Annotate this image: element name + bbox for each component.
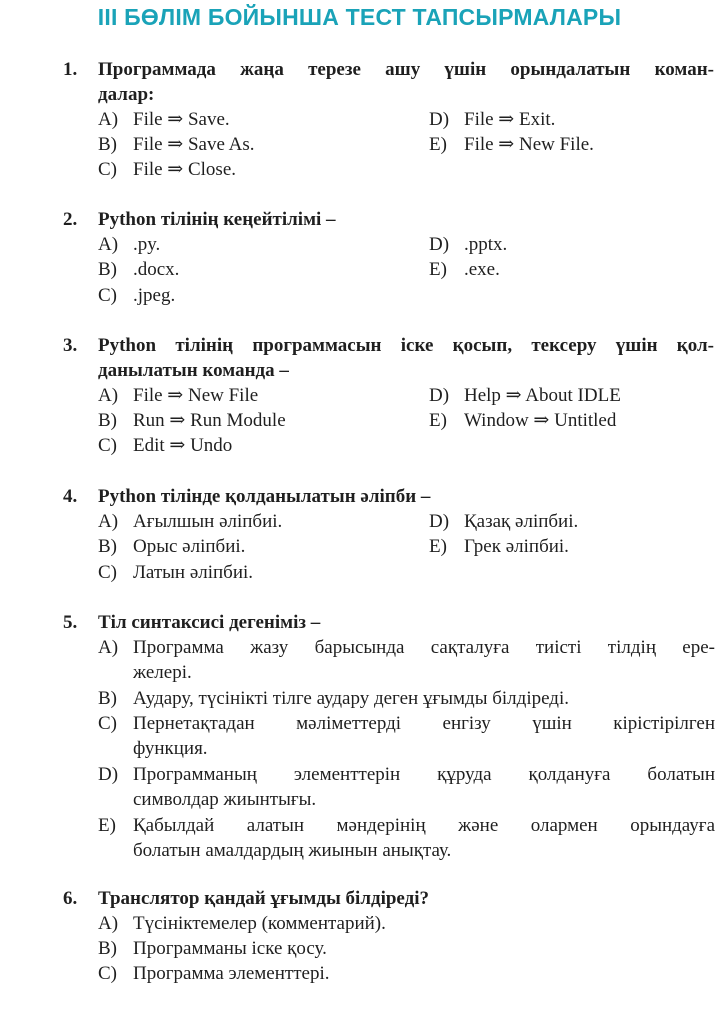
option-text <box>133 762 715 813</box>
option-letter: A) <box>98 511 119 532</box>
option-text-line: Аудару, түсінікті тілге аудару деген ұғымды білдіреді. <box>133 688 569 709</box>
option-text: File ⇒ Save As. <box>133 134 255 155</box>
option-text: .jpeg. <box>133 285 176 306</box>
question-text <box>98 207 714 232</box>
option-text: Түсініктемелер (комментарий). <box>133 913 386 934</box>
option-letter: A) <box>98 385 119 406</box>
option-text-line: Программаның элементтерін құруда қолдануға болатын <box>133 764 715 785</box>
option-letter: A) <box>98 234 119 255</box>
option-letter: E) <box>429 410 447 431</box>
option-c <box>98 560 253 585</box>
option-letter: C) <box>98 963 117 984</box>
option-text-line: Пернетақтадан мәліметтерді енгізу үшін кірістірілген <box>133 713 715 734</box>
question-text-line: данылатын команда – <box>98 360 289 381</box>
option-text-line: болатын амалдардың жиынын анықтау. <box>133 840 452 862</box>
option-text: .docx. <box>133 259 180 280</box>
option-letter: C) <box>98 435 117 456</box>
option-text-line: Программа жазу барысында сақталуға тиісті тілдің ере- <box>133 637 715 658</box>
option-text: Орыс әліпбиі. <box>133 536 246 557</box>
option-letter: D) <box>429 511 450 532</box>
option-text: File ⇒ Exit. <box>464 109 556 130</box>
question-number: 5. <box>63 612 78 633</box>
option-text: Run ⇒ Run Module <box>133 410 286 431</box>
option-a <box>98 509 282 534</box>
option-text: Edit ⇒ Undo <box>133 435 233 456</box>
option-text: File ⇒ Save. <box>133 109 230 130</box>
option-d <box>429 107 555 132</box>
option-letter: B) <box>98 410 117 431</box>
option-letter: D) <box>429 234 450 255</box>
option-text-line: желері. <box>133 662 192 684</box>
option-letter: E) <box>429 536 447 557</box>
option-text: .py. <box>133 234 161 255</box>
option-a <box>98 911 386 936</box>
question-text-line: Python тілінің кеңейтілімі – <box>98 209 336 230</box>
option-letter: C) <box>98 713 117 734</box>
option-text <box>133 635 715 686</box>
option-text <box>133 686 715 711</box>
option-text: Грек әліпбиі. <box>464 536 569 557</box>
option-d <box>429 383 621 408</box>
option-c <box>98 433 232 458</box>
option-letter: A) <box>98 637 119 658</box>
question-number: 3. <box>63 335 78 356</box>
option-letter: C) <box>98 562 117 583</box>
question-text-line: Python тілінің программасын іске қосып, тексеру үшін қол- <box>98 335 714 356</box>
option-d <box>429 232 507 257</box>
question-text-line: Транслятор қандай ұғымды білдіреді? <box>98 888 430 909</box>
question-number: 6. <box>63 888 78 909</box>
question-text <box>98 57 714 107</box>
question-number: 1. <box>63 59 78 80</box>
option-e <box>429 132 594 157</box>
option-text <box>133 711 715 762</box>
option-text-line: Қабылдай алатын мәндерінің және олармен орындауға <box>133 815 715 836</box>
option-text: File ⇒ New File. <box>464 134 594 155</box>
question-text-line: Тіл синтаксисі дегеніміз – <box>98 612 321 633</box>
option-e <box>429 408 616 433</box>
option-text: .pptx. <box>464 234 508 255</box>
page-title: III БӨЛІМ БОЙЫНША ТЕСТ ТАПСЫРМАЛАРЫ <box>97 4 622 30</box>
option-b <box>98 408 286 433</box>
option-text-line: символдар жиынтығы. <box>133 789 317 811</box>
question-number: 4. <box>63 486 78 507</box>
option-letter: A) <box>98 109 119 130</box>
option-text: Программаны іске қосу. <box>133 938 327 959</box>
option-text: Латын әліпбиі. <box>133 562 254 583</box>
option-letter: B) <box>98 938 117 959</box>
option-d <box>429 509 578 534</box>
option-b <box>98 534 245 559</box>
option-letter: B) <box>98 688 117 709</box>
option-text <box>133 813 715 864</box>
option-text: Help ⇒ About IDLE <box>464 385 621 406</box>
question-text <box>98 610 714 635</box>
question-text <box>98 886 714 911</box>
option-text: File ⇒ New File <box>133 385 259 406</box>
option-text: Қазақ әліпбиі. <box>464 511 579 532</box>
option-text: File ⇒ Close. <box>133 159 237 180</box>
option-c <box>98 283 175 308</box>
option-c <box>98 961 329 986</box>
option-e <box>429 257 500 282</box>
option-a <box>98 232 160 257</box>
option-letter: D) <box>429 385 450 406</box>
question-number: 2. <box>63 209 78 230</box>
option-letter: E) <box>429 134 447 155</box>
option-c <box>98 157 236 182</box>
option-letter: E) <box>429 259 447 280</box>
option-text: .exe. <box>464 259 500 280</box>
question-text <box>98 333 714 383</box>
option-letter: C) <box>98 285 117 306</box>
option-text: Ағылшын әліпбиі. <box>133 511 283 532</box>
question-text <box>98 484 714 509</box>
option-letter: C) <box>98 159 117 180</box>
option-text: Window ⇒ Untitled <box>464 410 617 431</box>
option-letter: B) <box>98 134 117 155</box>
option-b <box>98 936 327 961</box>
option-letter: E) <box>98 815 116 836</box>
option-a <box>98 383 258 408</box>
option-b <box>98 257 179 282</box>
option-text-line: функция. <box>133 738 208 760</box>
option-letter: D) <box>429 109 450 130</box>
question-text-line: далар: <box>98 84 155 105</box>
question-text-line: Python тілінде қолданылатын әліпби – <box>98 486 431 507</box>
option-letter: B) <box>98 259 117 280</box>
option-e <box>429 534 569 559</box>
option-b <box>98 132 254 157</box>
option-letter: B) <box>98 536 117 557</box>
option-letter: D) <box>98 764 119 785</box>
question-text-line: Программада жаңа терезе ашу үшін орындалатын коман- <box>98 59 714 80</box>
option-text: Программа элементтері. <box>133 963 330 984</box>
option-letter: A) <box>98 913 119 934</box>
option-a <box>98 107 230 132</box>
